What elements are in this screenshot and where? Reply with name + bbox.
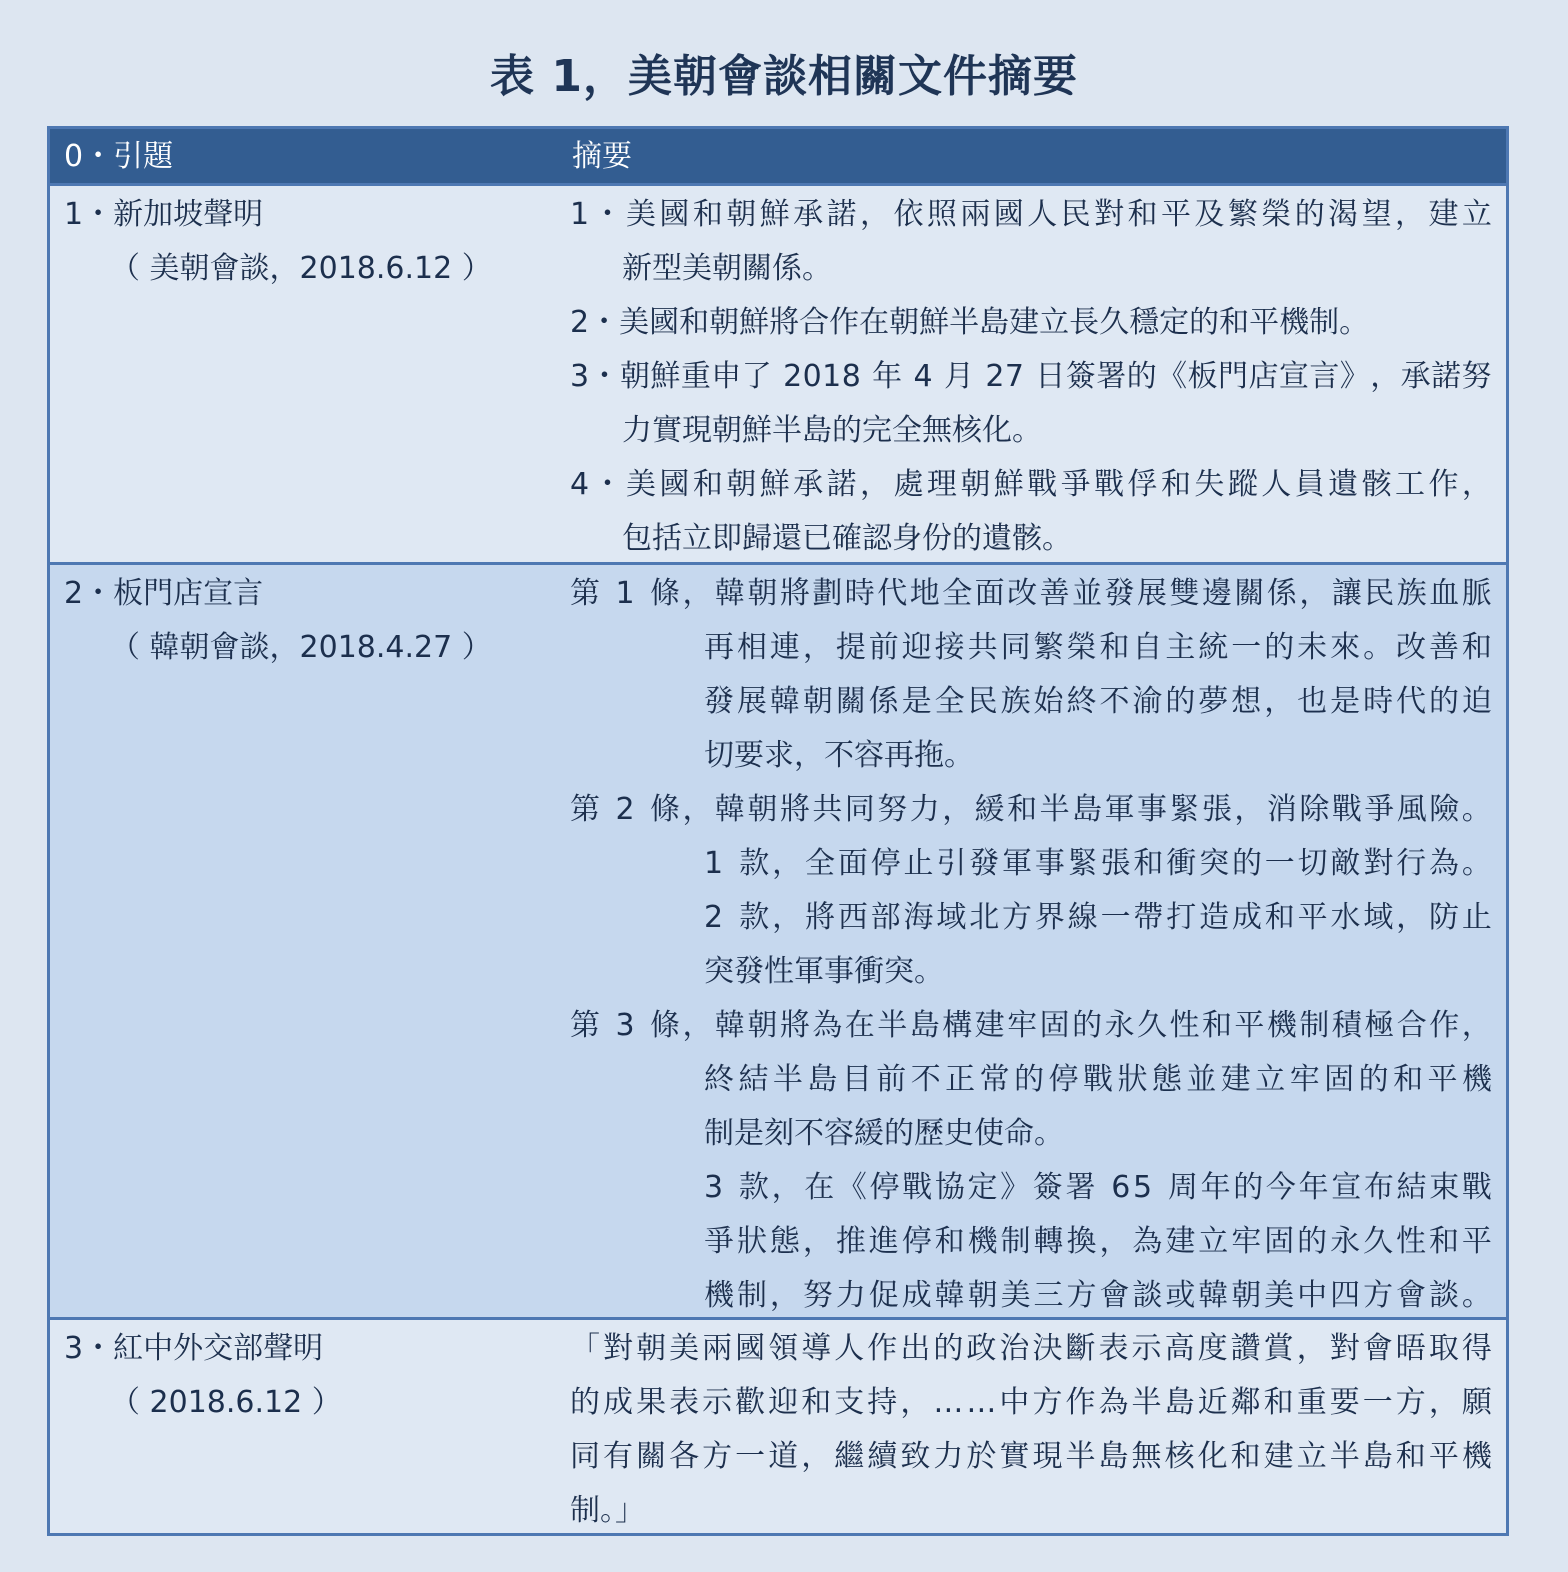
summary-line: 1 ・ 美 國 和 朝 鮮 承 諾 ， 依 照 兩 國 人 民 對 和 平 及 繁 榮 的 渴 望 ， 建 立 (570, 197, 1492, 232)
summary-line: 包括立即歸還已確認身份的遺骸。 (622, 521, 1072, 556)
row-title: 1・新加坡聲明 (64, 197, 264, 232)
summary-line: 同 有 關 各 方 一 道 ， 繼 續 致 力 於 實 現 半 島 無 核 化 和 建 立 半 島 和 平 機 (570, 1439, 1492, 1474)
table-header (50, 129, 1506, 186)
summary-line: 2 款 ， 將 西 部 海 域 北 方 界 線 一 帶 打 造 成 和 平 水 域 ， 防 止 (704, 900, 1492, 935)
row-subtitle: （ 韓朝會談，2018.4.27 ） (110, 630, 492, 665)
row-title: 3・紅中外交部聲明 (64, 1331, 324, 1366)
summary-line: 第 3 條 ， 韓 朝 將 為 在 半 島 構 建 牢 固 的 永 久 性 和 平 機 制 積 極 合 作 ， (570, 1008, 1492, 1043)
summary-line: 「 對 朝 美 兩 國 領 導 人 作 出 的 政 治 決 斷 表 示 高 度 讚 賞 ， 對 會 晤 取 得 (570, 1331, 1492, 1366)
header-topic: 0・引題 (64, 139, 174, 174)
summary-line: 1 款 ， 全 面 停 止 引 發 軍 事 緊 張 和 衝 突 的 一 切 敵 對 行 為 。 (704, 846, 1492, 881)
summary-line: 第 1 條 ， 韓 朝 將 劃 時 代 地 全 面 改 善 並 發 展 雙 邊 關 係 ， 讓 民 族 血 脈 (570, 576, 1492, 611)
summary-line: 機 制 ， 努 力 促 成 韓 朝 美 三 方 會 談 或 韓 朝 美 中 四 方 會 談 。 (704, 1278, 1492, 1313)
row-subtitle: （ 2018.6.12 ） (110, 1385, 342, 1420)
page-title: 表 1，美朝會談相關文件摘要 (490, 51, 1078, 102)
summary-line: 終 結 半 島 目 前 不 正 常 的 停 戰 狀 態 並 建 立 牢 固 的 和 平 機 (704, 1062, 1492, 1097)
header-summary: 摘要 (572, 139, 632, 174)
summary-line: 的 成 果 表 示 歡 迎 和 支 持 ， … … 中 方 作 為 半 島 近 鄰 和 重 要 一 方 ， 願 (570, 1385, 1492, 1420)
summary-line: 力實現朝鮮半島的完全無核化。 (622, 413, 1042, 448)
summary-line: 制是刻不容緩的歷史使命。 (704, 1116, 1064, 1151)
summary-line: 切要求，不容再拖。 (704, 738, 974, 773)
table-row (50, 565, 1506, 1320)
table-row (50, 1320, 1506, 1533)
summary-line: 3 款 ， 在 《 停 戰 協 定 》 簽 署 6 5 周 年 的 今 年 宣 布 結 束 戰 (704, 1170, 1492, 1205)
summary-line: 第 2 條 ， 韓 朝 將 共 同 努 力 ， 緩 和 半 島 軍 事 緊 張 ， 消 除 戰 爭 風 險 。 (570, 792, 1492, 827)
row-title: 2・板門店宣言 (64, 576, 264, 611)
row-subtitle: （ 美朝會談，2018.6.12 ） (110, 251, 492, 286)
summary-line: 2・美國和朝鮮將合作在朝鮮半島建立長久穩定的和平機制。 (570, 305, 1370, 340)
table-row (50, 186, 1506, 565)
summary-line: 制。」 (570, 1493, 645, 1528)
summary-line: 4 ・ 美 國 和 朝 鮮 承 諾 ， 處 理 朝 鮮 戰 爭 戰 俘 和 失 蹤 人 員 遺 骸 工 作 ， (570, 467, 1492, 502)
summary-line: 3 ・ 朝 鮮 重 申 了 2 0 1 8 年 4 月 2 7 日 簽 署 的 《 板 門 店 宣 言 》 ， 承 諾 努 (570, 359, 1492, 394)
summary-line: 發 展 韓 朝 關 係 是 全 民 族 始 終 不 渝 的 夢 想 ， 也 是 時 代 的 迫 (704, 684, 1492, 719)
summary-line: 爭 狀 態 ， 推 進 停 和 機 制 轉 換 ， 為 建 立 牢 固 的 永 久 性 和 平 (704, 1224, 1492, 1259)
summary-line: 新型美朝關係。 (622, 251, 832, 286)
summary-line: 再 相 連 ， 提 前 迎 接 共 同 繁 榮 和 自 主 統 一 的 未 來 。 改 善 和 (704, 630, 1492, 665)
summary-table (47, 126, 1509, 1536)
summary-line: 突發性軍事衝突。 (704, 954, 944, 989)
